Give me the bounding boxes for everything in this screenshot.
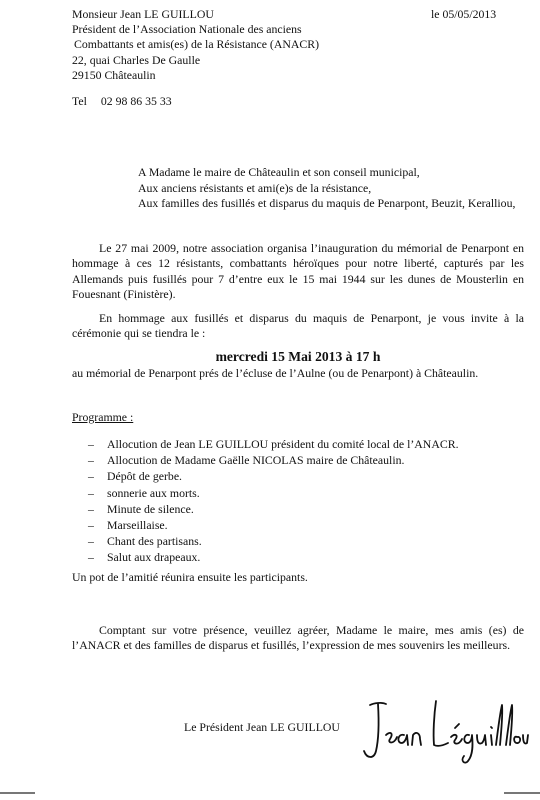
programme-item-text: Marseillaise.	[107, 518, 168, 533]
bullet-dash: –	[88, 453, 94, 468]
programme-item-text: Chant des partisans.	[107, 534, 202, 549]
programme-item	[88, 436, 459, 452]
programme-item-text: sonnerie aux morts.	[107, 485, 200, 500]
sender-telephone	[72, 94, 172, 109]
programme-item-text: Dépôt de gerbe.	[107, 469, 183, 484]
programme-item-text: Allocution de Jean LE GUILLOU président du comité local de l’ANACR.	[107, 437, 459, 451]
programme-item	[88, 501, 459, 517]
recipients-block	[138, 165, 515, 212]
programme-title: Programme :	[72, 410, 134, 424]
event-date: mercredi 15 Mai 2013 à 17 h	[215, 349, 381, 364]
programme-item-text: Minute de silence.	[107, 501, 194, 516]
programme-item	[88, 549, 459, 565]
programme-item-text: Salut aux drapeaux.	[107, 550, 201, 565]
programme-item-text: Allocution de Madame Gaëlle NICOLAS maire de Châteaulin.	[107, 453, 405, 468]
programme-item	[88, 517, 459, 533]
tel-number: 02 98 86 35 33	[100, 94, 172, 108]
programme-list	[88, 436, 459, 566]
paragraph-invitation: En hommage aux fusillés et disparus du maquis de Penarpont, je vous invite à la cérémonie qui se tiendra le :	[72, 311, 524, 341]
programme-item	[88, 485, 459, 501]
programme-item	[88, 452, 459, 468]
sender-address-line-2: 29150 Châteaulin	[72, 67, 156, 82]
bullet-dash: –	[88, 501, 94, 516]
programme-item	[88, 533, 459, 549]
recipient-line: Aux familles des fusillés et disparus du maquis de Penarpont, Beuzit, Keralliou,	[138, 196, 516, 210]
closing-line: Un pot de l’amitié réunira ensuite les participants.	[72, 570, 308, 584]
bullet-dash: –	[88, 437, 94, 451]
paragraph-inauguration: Le 27 mai 2009, notre association organisa l’inauguration du mémorial de Penarpont en hommage à ces 12 résistants, combattants héroïques pour notre liberté, capturés par les Allemands puis fusillés pour 7 d’entre eux le 15 mai 1944 sur les dunes de Mousterlin en Fouesnant (Finistère).	[72, 241, 524, 301]
handwritten-signature	[352, 693, 532, 773]
president-signature-line: Le Président Jean LE GUILLOU	[184, 720, 340, 734]
sender-block	[72, 7, 319, 83]
sender-role-line-1: Président de l’Association Nationale des anciens	[72, 22, 302, 37]
recipient-line: A Madame le maire de Châteaulin et son conseil municipal,	[138, 165, 420, 179]
bullet-dash: –	[88, 469, 94, 484]
scan-artifact	[0, 786, 540, 800]
bullet-dash: –	[88, 518, 94, 533]
recipient-line: Aux anciens résistants et ami(e)s de la résistance,	[138, 180, 372, 195]
bullet-dash: –	[88, 550, 94, 565]
sender-name: Monsieur Jean LE GUILLOU	[72, 7, 214, 21]
letter-date: le 05/05/2013	[431, 7, 497, 21]
event-place: au mémorial de Penarpont prés de l’écluse de l’Aulne (ou de Penarpont) à Châteaulin.	[72, 366, 479, 380]
sender-address-line-1: 22, quai Charles De Gaulle	[72, 52, 201, 67]
paragraph-closing: Comptant sur votre présence, veuillez agréer, Madame le maire, mes amis (es) de l’ANACR et des familles de disparus et fusillés, l’expression de mes souvenirs les meilleurs.	[72, 623, 524, 653]
bullet-dash: –	[88, 485, 94, 500]
programme-item	[88, 468, 459, 484]
bullet-dash: –	[88, 534, 94, 549]
sender-role-line-2: Combattants et amis(es) de la Résistance (ANACR)	[74, 37, 320, 52]
tel-label: Tel	[72, 94, 87, 108]
